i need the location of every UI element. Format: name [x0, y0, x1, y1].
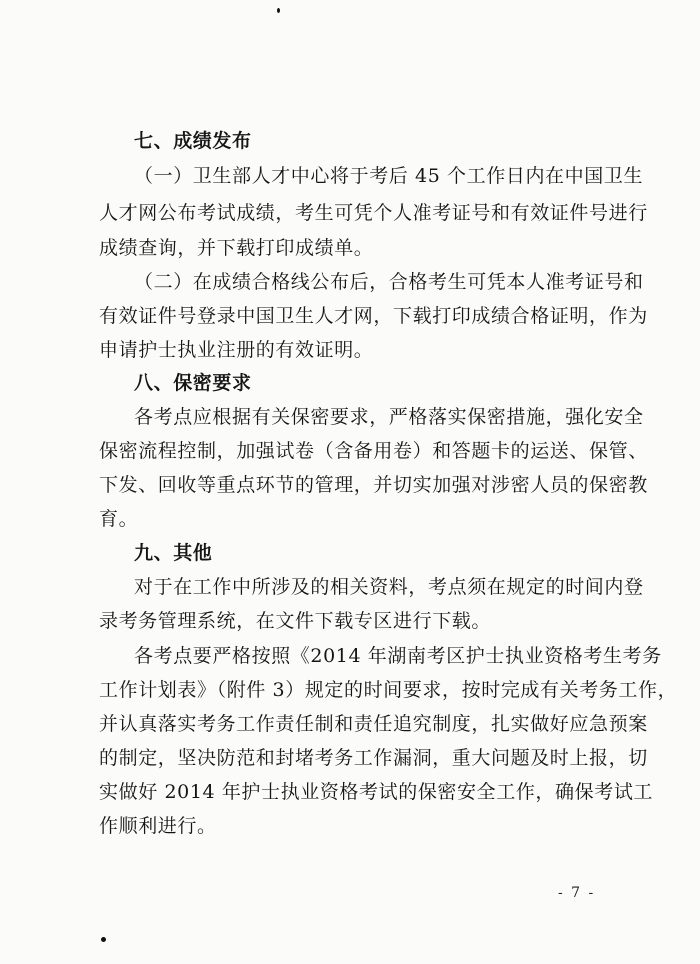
text-line: 工作计划表》（附件 3）规定的时间要求，按时完成有关考务工作，	[99, 679, 678, 701]
text-line: 录考务管理系统，在文件下载专区进行下载。	[99, 610, 492, 632]
text-line: 各考点应根据有关保密要求，严格落实保密措施，强化安全	[134, 406, 644, 428]
section-heading-confidentiality: 八、保密要求	[134, 372, 252, 394]
section-heading-results: 七、成绩发布	[134, 130, 252, 152]
text-line: 育。	[99, 508, 139, 530]
text-line: 人才网公布考试成绩，考生可凭个人准考证号和有效证件号进行	[99, 202, 648, 224]
text-line: 并认真落实考务工作责任制和责任追究制度，扎实做好应急预案	[99, 713, 648, 735]
text-line: 各考点要严格按照《2014 年湖南考区护士执业资格考生考务	[134, 645, 662, 667]
text-line: 作顺利进行。	[99, 815, 217, 837]
text-line: 实做好 2014 年护士执业资格考试的保密安全工作，确保考试工	[99, 781, 654, 803]
text-line: 对于在工作中所涉及的相关资料，考点须在规定的时间内登	[134, 576, 644, 598]
scan-speck-top	[277, 8, 280, 13]
text-line: 成绩查询，并下载打印成绩单。	[99, 237, 374, 259]
text-line: 有效证件号登录中国卫生人才网，下载打印成绩合格证明，作为	[99, 305, 648, 327]
text-line: （二）在成绩合格线公布后，合格考生可凭本人准考证号和	[134, 271, 644, 293]
text-line: 保密流程控制，加强试卷（含备用卷）和答题卡的运送、保管、	[99, 440, 648, 462]
text-line: （一）卫生部人才中心将于考后 45 个工作日内在中国卫生	[134, 165, 644, 187]
page-number: - 7 -	[558, 885, 596, 901]
text-line: 申请护士执业注册的有效证明。	[99, 339, 374, 361]
section-heading-other: 九、其他	[134, 542, 213, 564]
text-line: 下发、回收等重点环节的管理，并切实加强对涉密人员的保密教	[99, 474, 648, 496]
text-line: 的制定，坚决防范和封堵考务工作漏洞，重大问题及时上报，切	[99, 747, 648, 769]
scan-speck-bottom	[101, 937, 106, 942]
